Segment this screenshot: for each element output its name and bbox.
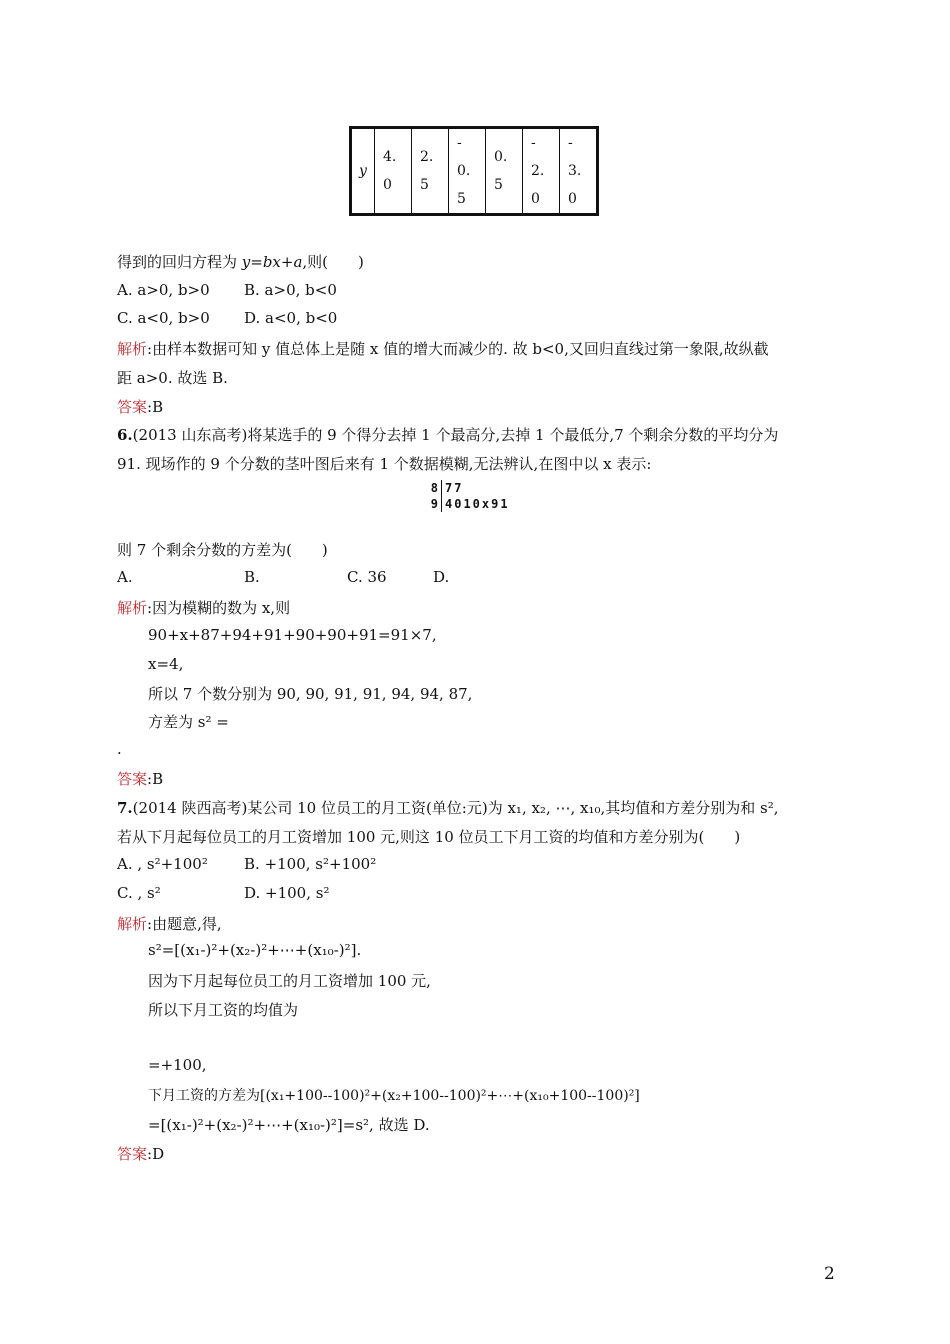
- answer-label: 答案: [117, 398, 148, 416]
- q6-answer: 答案:B: [117, 770, 164, 788]
- q7-work-3: 所以下月工资的均值为: [148, 1001, 299, 1019]
- table-cell: -0.5: [449, 128, 486, 215]
- q6-work-4: 方差为 s² =: [148, 713, 229, 731]
- q6-dot: .: [117, 740, 122, 758]
- q6-option-d: D.: [433, 568, 450, 586]
- answer-label: 答案: [117, 770, 148, 788]
- q5-analysis: 解析:由样本数据可知 y 值总体上是随 x 值的增大而减少的. 故 b<0,又回归直线过第一象限,故纵截: [117, 340, 769, 358]
- q6-question: 则 7 个剩余分数的方差为( ): [117, 541, 328, 559]
- q7-work-2: 因为下月起每位员工的月工资增加 100 元,: [148, 972, 431, 990]
- q5-option-c: C. a<0, b>0: [117, 309, 210, 327]
- q7-option-a: A. , s²+100²: [117, 855, 208, 873]
- question-number: 7.: [117, 799, 133, 817]
- page-number: 2: [824, 1264, 835, 1284]
- table-cell: -2.0: [523, 128, 560, 215]
- q7-option-c: C. , s²: [117, 884, 161, 902]
- q5-analysis-cont: 距 a>0. 故选 B.: [117, 369, 228, 387]
- stem-row: 9 4010x91: [427, 496, 510, 512]
- table-header-cell: y: [351, 128, 375, 215]
- q7-work-1: s²=[(x₁-)²+(x₂-)²+⋯+(x₁₀-)²].: [148, 941, 362, 959]
- q7-line1: 7.(2014 陕西高考)某公司 10 位员工的月工资(单位:元)为 x₁, x₂, ⋯, x₁₀,其均值和方差分别为和 s²,: [117, 799, 779, 817]
- table-cell: 0.5: [486, 128, 523, 215]
- q6-option-a: A.: [117, 568, 133, 586]
- answer-label: 答案: [117, 1145, 148, 1163]
- q7-option-b: B. +100, s²+100²: [244, 855, 377, 873]
- q5-stem: 得到的回归方程为 y=bx+a,则( ): [117, 253, 364, 271]
- q7-analysis: 解析:由题意,得,: [117, 915, 222, 933]
- q6-option-b: B.: [244, 568, 260, 586]
- q6-line1: 6.(2013 山东高考)将某选手的 9 个得分去掉 1 个最高分,去掉 1 个最低分,7 个剩余分数的平均分为: [117, 426, 779, 444]
- table-cell: 2.5: [412, 128, 449, 215]
- q6-line2: 91. 现场作的 9 个分数的茎叶图后来有 1 个数据模糊,无法辨认,在图中以 x 表示:: [117, 455, 652, 473]
- q5-option-d: D. a<0, b<0: [244, 309, 338, 327]
- analysis-label: 解析: [117, 599, 148, 617]
- table-cell: 4.0: [375, 128, 412, 215]
- stem-leaf-plot: [427, 480, 510, 512]
- q5-answer: 答案:B: [117, 398, 164, 416]
- q6-work-2: x=4,: [148, 655, 184, 673]
- data-table: [349, 126, 599, 216]
- q5-option-b: B. a>0, b<0: [244, 281, 337, 299]
- q7-option-d: D. +100, s²: [244, 884, 330, 902]
- q6-work-1: 90+x+87+94+91+90+90+91=91×7,: [148, 626, 437, 644]
- q7-line2: 若从下月起每位员工的月工资增加 100 元,则这 10 位员工下月工资的均值和方差分别为( ): [117, 828, 741, 846]
- q6-analysis: 解析:因为模糊的数为 x,则: [117, 599, 291, 617]
- q7-work-6: =[(x₁-)²+(x₂-)²+⋯+(x₁₀-)²]=s², 故选 D.: [148, 1116, 430, 1134]
- q7-answer: 答案:D: [117, 1145, 165, 1163]
- q7-work-5: 下月工资的方差为[(x₁+100--100)²+(x₂+100--100)²+⋯+(x₁₀+100--100)²]: [148, 1088, 640, 1104]
- q7-work-4: =+100,: [148, 1056, 207, 1074]
- question-number: 6.: [117, 426, 133, 444]
- table-cell: -3.0: [560, 128, 598, 215]
- analysis-label: 解析: [117, 915, 148, 933]
- q5-option-a: A. a>0, b>0: [117, 281, 210, 299]
- table-row: [351, 128, 598, 215]
- stem-row: 8 77: [427, 480, 510, 496]
- analysis-label: 解析: [117, 340, 148, 358]
- q6-work-3: 所以 7 个数分别为 90, 90, 91, 91, 94, 94, 87,: [148, 685, 473, 703]
- q6-option-c: C. 36: [347, 568, 387, 586]
